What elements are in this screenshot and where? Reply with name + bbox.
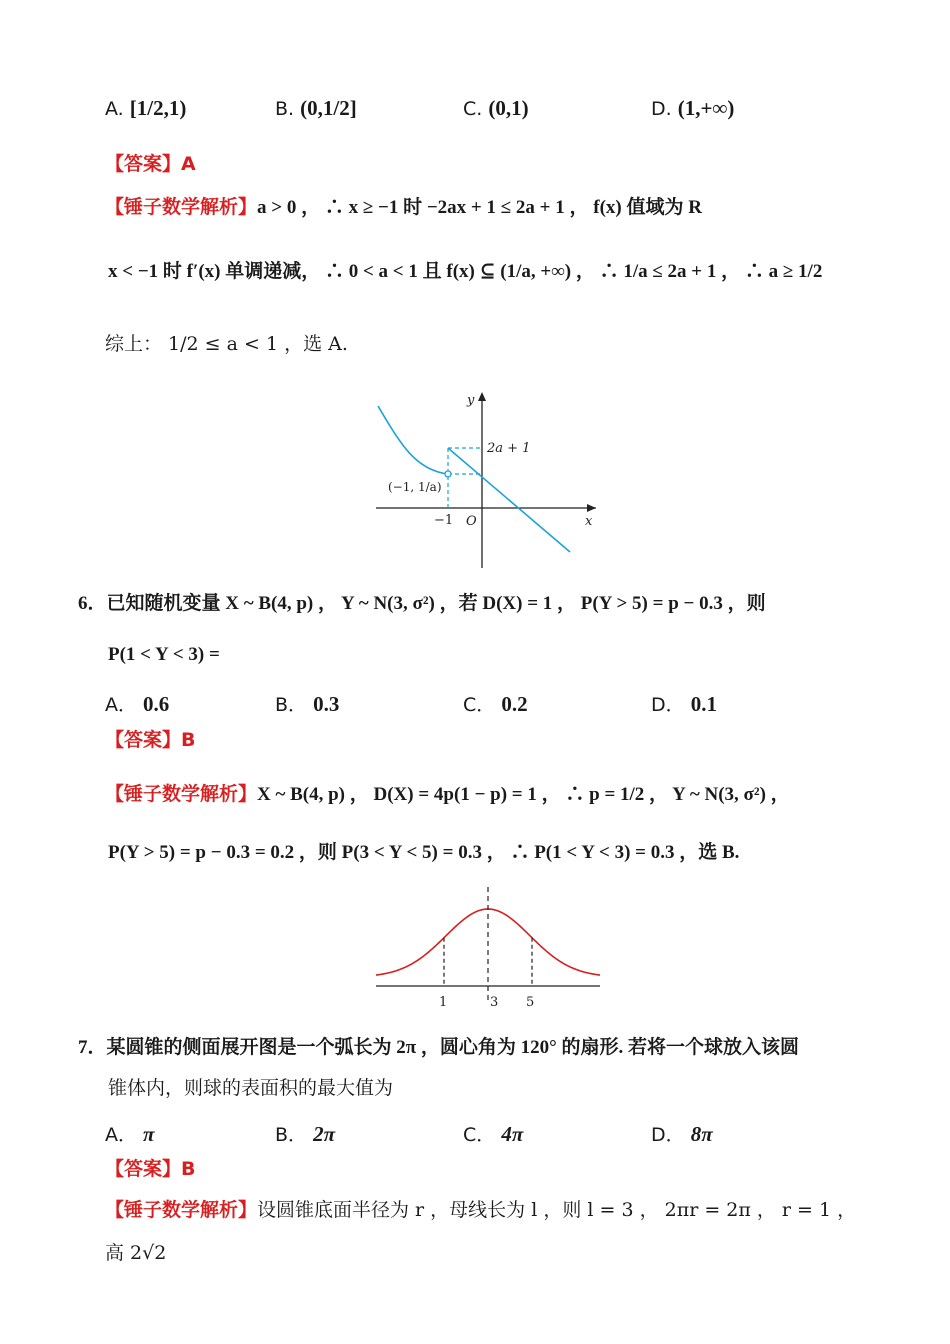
option-letter: D． [651, 694, 685, 716]
q7-option-b [275, 1120, 335, 1147]
y-axis-arrow [478, 392, 486, 401]
q6-option-a [105, 690, 169, 717]
tick-3: 3 [490, 995, 499, 1010]
analysis-text: 设圆锥底面半径为 r ，母线长为 l ，则 l = 3 ， 2πr = 2π ， r = 1 ， [257, 1199, 857, 1221]
option-letter: C. [463, 98, 483, 120]
q5-option-d [651, 96, 734, 121]
q6-stem-line1: 6．已知随机变量 X ~ B(4, p) ， Y ~ N(3, σ²) ，若 D(X) = 1 ， P(Y > 5) = p − 0.3 ，则 [78, 593, 766, 614]
q7-analysis-line1 [105, 1201, 856, 1220]
q5-analysis-line3: 综上： 1/2 ≤ a < 1 ，选 A. [105, 333, 348, 355]
right-line [448, 448, 570, 552]
tick-1: 1 [439, 995, 448, 1010]
left-curve [378, 406, 448, 474]
option-letter: A． [105, 694, 137, 716]
analysis-text: a > 0 ， ∴ x ≥ −1 时 −2ax + 1 ≤ 2a + 1 ， f(x) 值域为 R [257, 197, 702, 218]
origin-label: O [466, 514, 477, 529]
q6-analysis-line1 [105, 785, 790, 804]
option-value: 8π [690, 1122, 713, 1146]
option-value: 0.3 [313, 692, 340, 716]
q5-answer: 【答案】A [105, 153, 196, 175]
x-axis-arrow [587, 504, 596, 512]
q5-analysis-line1 [105, 198, 702, 217]
analysis-tag: 【锤子数学解析】 [105, 783, 258, 805]
option-value: (0,1) [488, 96, 529, 120]
q5-option-c [463, 96, 529, 121]
option-letter: A． [105, 1124, 137, 1146]
q7-option-a [105, 1120, 155, 1147]
q6-analysis-line2: P(Y > 5) = p − 0.3 = 0.2 ，则 P(3 < Y < 5) = 0.3 ， ∴ P(1 < Y < 3) = 0.3 ，选 B. [108, 842, 740, 863]
q7-answer: 【答案】B [105, 1158, 196, 1180]
q7-analysis-line2: 高 2√2 [105, 1242, 167, 1264]
option-value: 0.2 [501, 692, 528, 716]
option-letter: A. [105, 98, 124, 120]
q6-answer: 【答案】B [105, 729, 196, 751]
q6-normal-curve [370, 885, 605, 1015]
q5-function-graph [370, 388, 600, 573]
label-neg1: −1 [434, 513, 454, 528]
q5-option-a [105, 96, 186, 121]
q7-option-c [463, 1120, 523, 1147]
option-letter: B． [275, 1124, 308, 1146]
option-value: 4π [501, 1122, 524, 1146]
option-letter: C． [463, 694, 496, 716]
analysis-tag: 【锤子数学解析】 [105, 1199, 258, 1221]
q6-stem-line2: P(1 < Y < 3) = [108, 644, 220, 665]
x-label: x [585, 514, 593, 529]
option-value: 2π [313, 1122, 336, 1146]
q6-option-c [463, 690, 528, 717]
label-2a-plus-1: 2a + 1 [487, 441, 531, 456]
option-value: 0.6 [143, 692, 170, 716]
option-value: π [143, 1122, 155, 1146]
option-letter: B． [275, 694, 308, 716]
y-label: y [467, 393, 475, 408]
option-letter: D. [651, 98, 672, 120]
q6-option-b [275, 690, 339, 717]
option-value: 0.1 [690, 692, 717, 716]
option-value: (0,1/2] [300, 96, 357, 120]
tick-5: 5 [526, 995, 535, 1010]
q7-stem-line1: 7．某圆锥的侧面展开图是一个弧长为 2π ，圆心角为 120° 的扇形. 若将一个球放入该圆 [78, 1037, 800, 1058]
q6-option-d [651, 690, 717, 717]
option-letter: D． [651, 1124, 685, 1146]
q7-stem-line2: 锥体内，则球的表面积的最大值为 [108, 1077, 394, 1099]
option-letter: B. [275, 98, 295, 120]
option-letter: C． [463, 1124, 496, 1146]
q5-option-b [275, 96, 357, 121]
analysis-text: X ~ B(4, p) ， D(X) = 4p(1 − p) = 1 ， ∴ p = 1/2 ， Y ~ N(3, σ²) ， [257, 784, 790, 805]
q5-analysis-line2: x < −1 时 f′(x) 单调递减， ∴ 0 < a < 1 且 f(x) ⊆ (1/a, +∞) ， ∴ 1/a ≤ 2a + 1 ， ∴ a ≥ 1/2 [108, 261, 823, 282]
open-point [445, 471, 451, 477]
option-value: (1,+∞) [677, 96, 735, 120]
label-point: (−1, 1/a) [388, 480, 442, 494]
option-value: [1/2,1) [129, 96, 187, 120]
q7-option-d [651, 1120, 713, 1147]
analysis-tag: 【锤子数学解析】 [105, 196, 258, 218]
